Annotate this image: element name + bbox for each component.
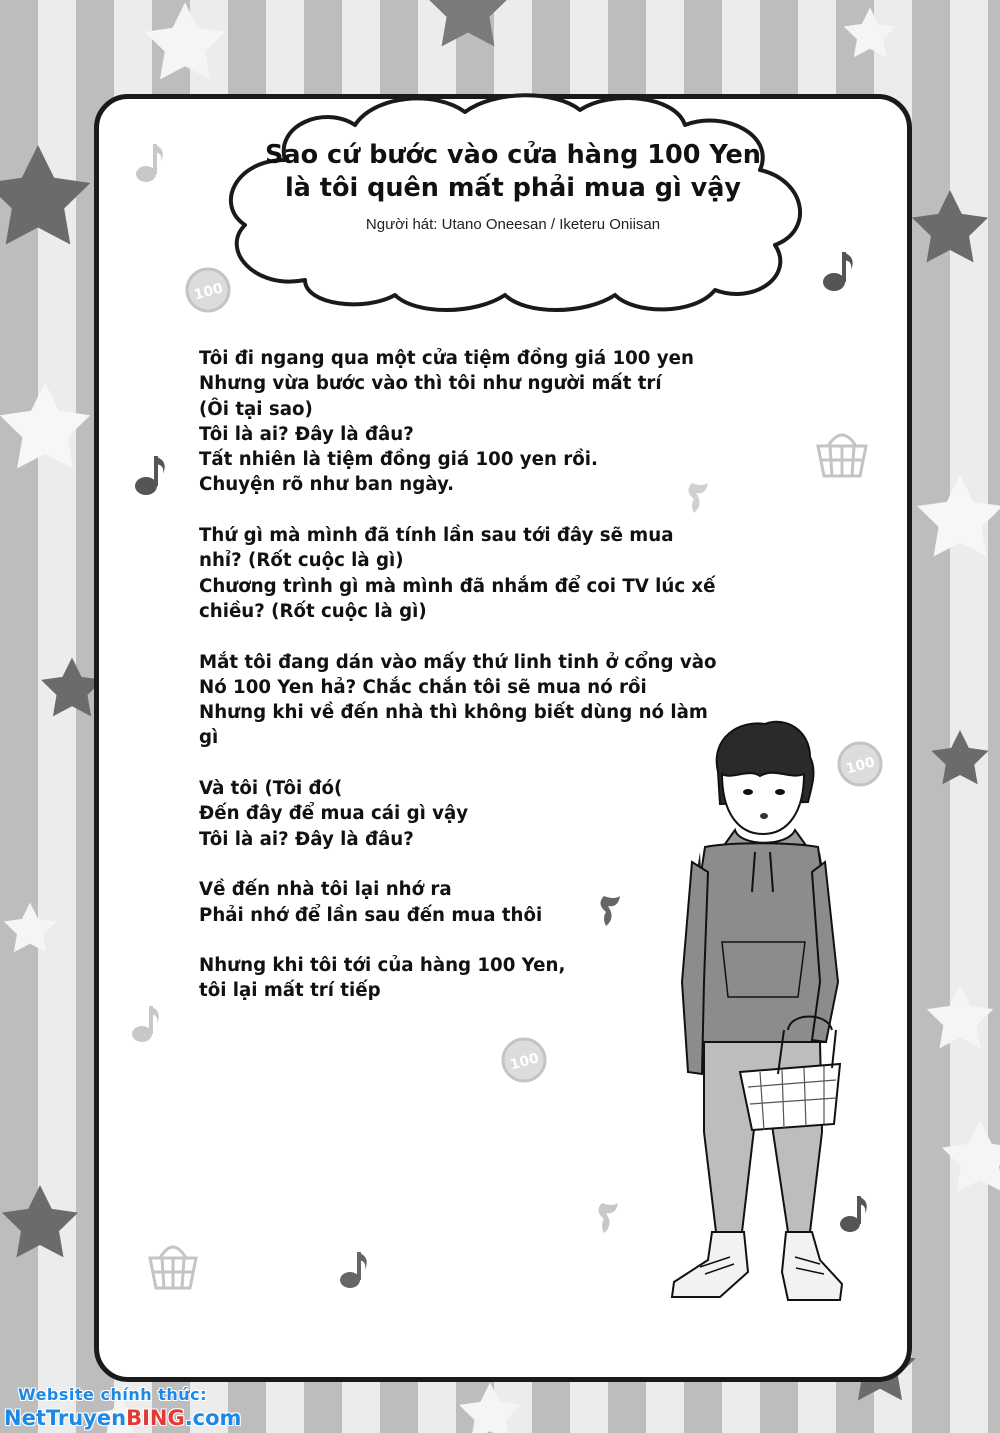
title-line: Sao cứ bước vào cửa hàng 100 Yen (265, 140, 761, 170)
music-note-icon (132, 1006, 159, 1042)
music-note-icon (598, 1203, 618, 1233)
star-icon (425, 0, 511, 46)
lyric-line: Phải nhớ để lần sau đến mua thôi (199, 904, 543, 926)
lyrics-stanza (199, 523, 759, 624)
star-icon (0, 145, 90, 245)
shopping-basket-icon (150, 1247, 196, 1288)
singer-credit: Người hát: Utano Oneesan / Iketeru Oniisan (365, 216, 661, 233)
lyric-line: Nhưng khi tôi tới của hàng 100 Yen, (199, 955, 566, 977)
lyric-line: chiều? (Rốt cuộc là gì) (199, 600, 427, 622)
star-icon (459, 1383, 521, 1433)
music-note-icon (340, 1252, 367, 1288)
lyric-line: Tôi là ai? Đây là đâu? (199, 828, 414, 850)
site-name-link[interactable] (4, 1406, 241, 1430)
lyric-line: Nó 100 Yen hả? Chắc chắn tôi sẽ mua nó rồi (199, 676, 647, 698)
lyric-line: Nhưng khi về đến nhà thì không biết dùng nó làm (199, 702, 708, 724)
star-icon (931, 730, 988, 784)
lyric-line: Nhưng vừa bước vào thì tôi như người mất trí (199, 373, 662, 395)
lyric-line: Tôi là ai? Đây là đâu? (199, 423, 414, 445)
music-note-icon (135, 456, 165, 495)
title-line: là tôi quên mất phải mua gì vậy (284, 173, 742, 203)
svg-text:100: 100 (192, 280, 225, 304)
site-name-prefix: NetTruyen (4, 1406, 127, 1430)
lyric-line: Mắt tôi đang dán vào mấy thứ linh tinh ở cổng vào (199, 651, 717, 673)
page-title (215, 139, 811, 205)
lyric-line: (Ôi tại sao) (199, 398, 313, 420)
lyric-line: Chuyện rõ như ban ngày. (199, 474, 455, 496)
star-icon (912, 190, 988, 262)
boy-illustration (660, 712, 860, 1312)
lyric-line: Đến đây để mua cái gì vậy (199, 803, 469, 825)
lyric-line: Tôi đi ngang qua một cửa tiệm đồng giá 100 yen (199, 348, 694, 369)
lyric-line: nhỉ? (Rốt cuộc là gì) (199, 550, 404, 572)
svg-text:100: 100 (844, 754, 877, 778)
star-icon (4, 903, 56, 953)
music-note-icon (823, 252, 853, 291)
website-label: Website chính thức: (18, 1385, 207, 1404)
lyric-line: Và tôi (Tôi đó( (199, 778, 343, 800)
star-icon (145, 2, 226, 79)
site-name-suffix: .com (184, 1406, 242, 1430)
svg-text:100: 100 (508, 1050, 541, 1074)
star-icon (0, 383, 90, 469)
star-icon (917, 475, 1000, 556)
lyric-line: tôi lại mất trí tiếp (199, 980, 381, 1002)
star-icon (2, 1185, 78, 1257)
lyric-line: Về đến nhà tôi lại nhớ ra (199, 879, 452, 901)
lyric-line: Thứ gì mà mình đã tính lần sau tới đây sẽ mua (199, 525, 674, 547)
music-note-icon (136, 144, 163, 182)
lyric-line: gì (199, 727, 219, 749)
star-icon (942, 1120, 1000, 1192)
shopping-basket-icon (818, 435, 866, 476)
star-icon (844, 7, 896, 57)
star-icon (927, 985, 994, 1048)
site-name-highlight: BING (126, 1406, 185, 1430)
lyrics-stanza (199, 346, 759, 498)
lyric-line: Tất nhiên là tiệm đồng giá 100 yen rồi. (199, 449, 598, 471)
coin-100-icon (503, 1039, 545, 1081)
lyric-line: Chương trình gì mà mình đã nhắm để coi TV lúc xế (199, 575, 716, 597)
